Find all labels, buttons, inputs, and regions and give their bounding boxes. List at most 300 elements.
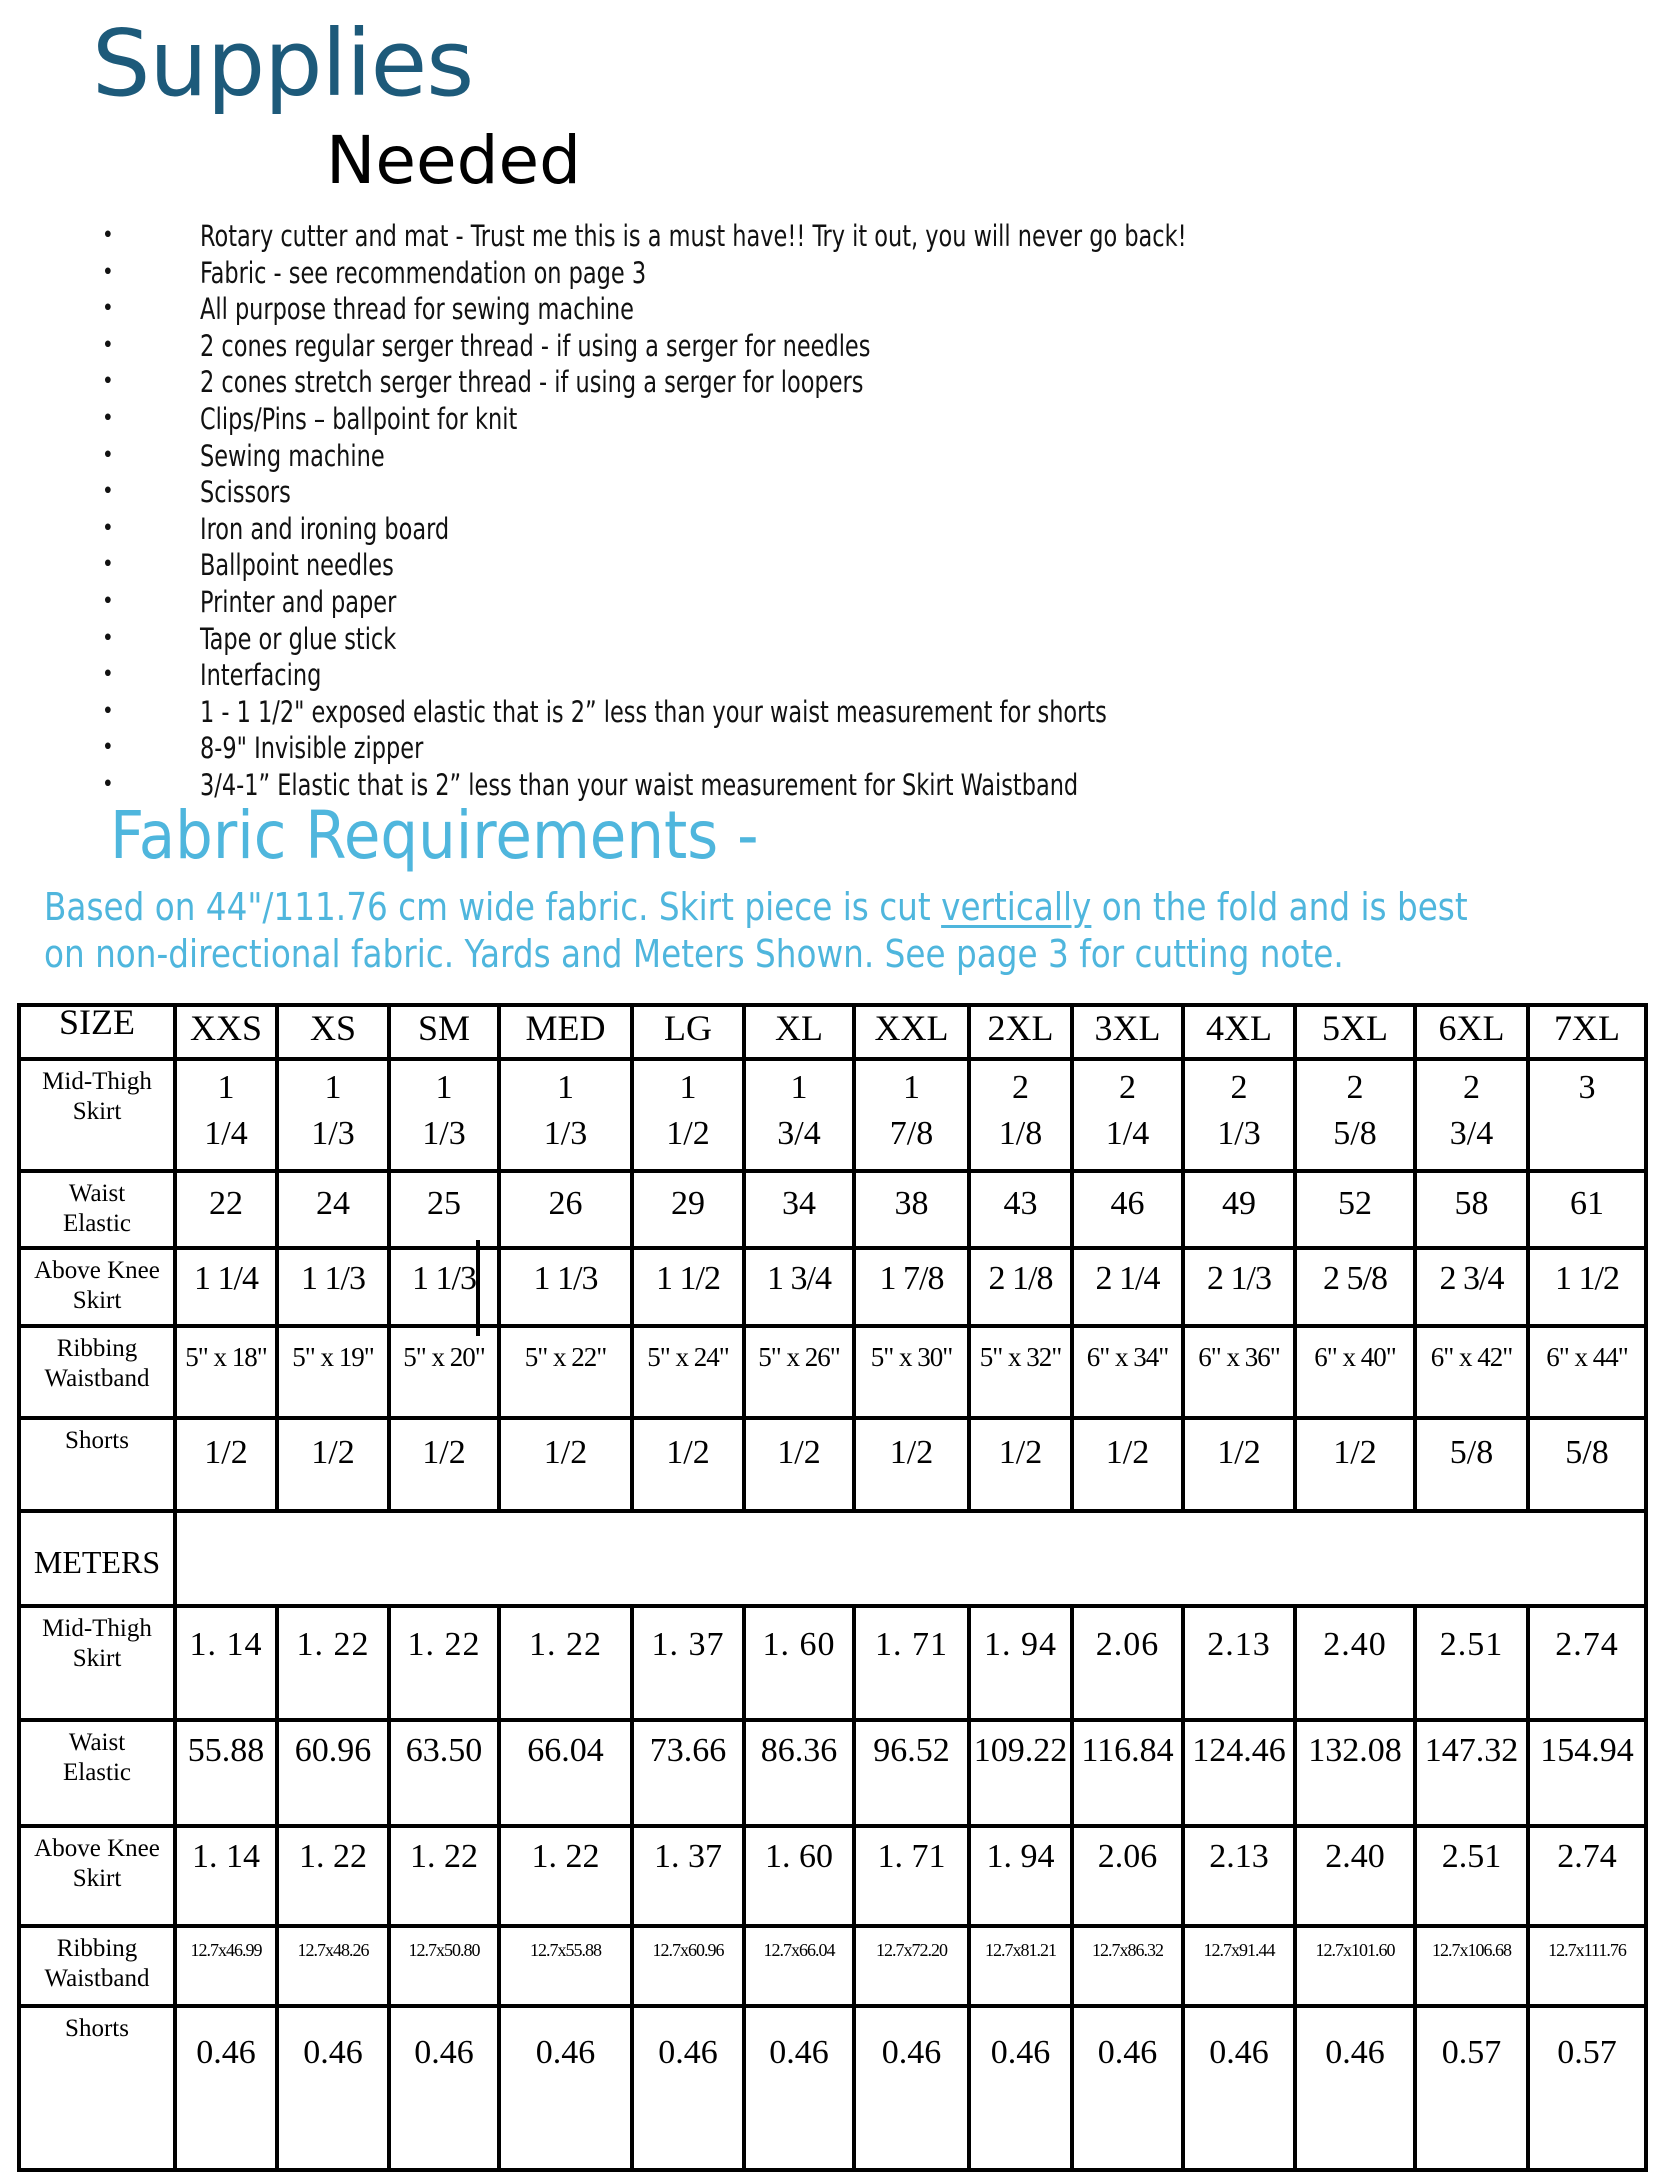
- table-cell-text: 3: [1578, 1069, 1596, 1106]
- fabric-note-line-2: on non-directional fabric. Yards and Meters Shown. See page 3 for cutting note.: [44, 932, 1344, 976]
- table-cell-text: 1: [903, 1069, 920, 1106]
- table-cell: [1415, 1059, 1528, 1171]
- table-cell: [1072, 1826, 1183, 1926]
- meters-label-text: METERS: [33, 1543, 161, 1580]
- table-cell-text: 1. 22: [531, 1838, 600, 1875]
- table-cell-text: 2.06: [1097, 1838, 1158, 1875]
- table-cell-text: 12.7x101.60: [1315, 1940, 1395, 1960]
- table-cell-text: 1. 37: [654, 1838, 722, 1875]
- table-cell: [277, 1059, 389, 1171]
- table-cell: [1415, 1720, 1528, 1826]
- table-cell-text: 1/4: [204, 1115, 248, 1152]
- table-cell: [389, 1248, 499, 1326]
- table-cell-text: 73.66: [649, 1732, 727, 1769]
- table-cell-text: 1/2: [889, 1434, 934, 1471]
- supply-item: [96, 657, 1347, 694]
- size-column-header-text: 3XL: [1094, 1008, 1161, 1048]
- table-stray-line: [476, 1240, 480, 1336]
- table-cell: [1072, 1059, 1183, 1171]
- bullet-icon: •: [102, 662, 114, 688]
- supply-item-text: Ballpoint needles: [200, 548, 394, 583]
- table-cell: [1528, 1720, 1646, 1826]
- row-label: [19, 1926, 175, 2006]
- table-cell: [389, 2006, 499, 2170]
- table-cell-text: 0.46: [881, 2034, 942, 2071]
- table-cell-text: 0.46: [769, 2034, 829, 2071]
- table-cell: [744, 1171, 854, 1248]
- table-cell-text: 12.7x55.88: [530, 1940, 601, 1960]
- bullet-icon: •: [102, 332, 114, 358]
- supply-item-text: 2 cones stretch serger thread - if using a serger for loopers: [200, 365, 864, 400]
- table-cell-text: 7/8: [889, 1115, 934, 1152]
- size-column-header-text: SM: [417, 1008, 471, 1048]
- table-cell: [1183, 1248, 1295, 1326]
- supply-item: [96, 621, 1347, 658]
- table-cell-text: 132.08: [1308, 1732, 1402, 1769]
- table-cell-text: 25: [427, 1185, 461, 1222]
- table-cell: [969, 1606, 1072, 1720]
- table-cell-text: 124.46: [1192, 1732, 1286, 1769]
- supply-item: [96, 584, 1347, 621]
- table-cell: [854, 1418, 969, 1511]
- supply-item-text: Scissors: [200, 475, 291, 510]
- table-cell: [389, 1171, 499, 1248]
- table-cell-text: 1 7/8: [879, 1260, 944, 1297]
- table-cell: [499, 1606, 632, 1720]
- table-cell: [1072, 1171, 1183, 1248]
- table-cell: [854, 1248, 969, 1326]
- table-cell-text: 1. 71: [877, 1838, 946, 1875]
- table-cell: [277, 1926, 389, 2006]
- row-label-text: Elastic: [62, 1210, 132, 1237]
- table-cell-text: 1 1/2: [656, 1260, 720, 1297]
- table-cell: [854, 1606, 969, 1720]
- table-cell-text: 24: [316, 1185, 350, 1222]
- row-label: [19, 1059, 175, 1171]
- table-cell: [1072, 1926, 1183, 2006]
- bullet-icon: •: [102, 223, 114, 248]
- size-column-header-text: XXS: [189, 1008, 263, 1048]
- table-cell-text: 1. 22: [296, 1626, 370, 1663]
- row-label-text: Skirt: [72, 1645, 122, 1672]
- table-cell: [1528, 1248, 1646, 1326]
- supply-item-text: 8-9" Invisible zipper: [200, 731, 424, 766]
- table-cell-text: 1. 14: [192, 1838, 260, 1875]
- row-label: [19, 1248, 175, 1326]
- table-cell: [969, 1826, 1072, 1926]
- table-cell-text: 1: [217, 1069, 235, 1106]
- bullet-icon: •: [102, 588, 114, 614]
- table-cell-text: 0.46: [1325, 2034, 1385, 2071]
- row-label: [19, 1326, 175, 1418]
- table-cell-text: 0.57: [1557, 2034, 1617, 2071]
- size-column-header: [632, 1005, 744, 1059]
- table-cell: [1072, 1606, 1183, 1720]
- table-cell-text: 0.46: [196, 2034, 256, 2071]
- table-cell-text: 66.04: [527, 1732, 604, 1769]
- table-cell-text: 52: [1338, 1185, 1372, 1222]
- bullet-icon: •: [102, 735, 114, 761]
- table-cell: [1415, 1826, 1528, 1926]
- table-cell: [1528, 1171, 1646, 1248]
- table-cell-text: 0.46: [658, 2034, 718, 2071]
- table-cell-text: 5/8: [1333, 1115, 1377, 1152]
- table-cell-text: 38: [894, 1185, 929, 1222]
- table-cell: [499, 1248, 632, 1326]
- table-cell-text: 96.52: [873, 1732, 950, 1769]
- table-cell: [1072, 2006, 1183, 2170]
- table-cell-text: 2.74: [1555, 1626, 1619, 1663]
- table-cell: [632, 1720, 744, 1826]
- supply-item: [96, 291, 1347, 328]
- table-cell: [969, 1059, 1072, 1171]
- yards-mid-thigh-row: [19, 1059, 1646, 1171]
- bullet-icon: •: [102, 771, 114, 797]
- table-cell-text: 2.40: [1323, 1626, 1387, 1663]
- table-cell: [969, 1171, 1072, 1248]
- page-title-needed: Needed: [326, 122, 581, 199]
- size-column-header: [499, 1005, 632, 1059]
- yards-above-knee-row: [19, 1248, 1646, 1326]
- table-cell-text: 2 3/4: [1439, 1260, 1504, 1297]
- table-cell-text: 5" x 20": [403, 1342, 485, 1372]
- supply-item: [96, 328, 1347, 365]
- bullet-icon: •: [102, 552, 114, 578]
- table-cell-text: 2.40: [1325, 1838, 1385, 1875]
- table-cell: [1295, 1171, 1415, 1248]
- table-cell-text: 5/8: [1449, 1434, 1494, 1471]
- size-column-header-text: 7XL: [1554, 1008, 1620, 1048]
- table-cell: [499, 1926, 632, 2006]
- table-cell-text: 5" x 32": [979, 1342, 1062, 1372]
- size-column-header-text: 4XL: [1206, 1008, 1272, 1048]
- table-cell: [1295, 2006, 1415, 2170]
- table-cell-text: 1. 22: [529, 1626, 602, 1663]
- table-cell-text: 1: [435, 1069, 453, 1106]
- table-cell: [389, 1826, 499, 1926]
- table-cell-text: 58: [1454, 1185, 1489, 1222]
- table-cell-text: 12.7x106.68: [1432, 1940, 1511, 1960]
- size-header-text: SIZE: [59, 1005, 135, 1042]
- table-cell-text: 3/4: [1449, 1115, 1494, 1152]
- table-cell-text: 1/8: [998, 1115, 1043, 1152]
- supply-item-text: Clips/Pins – ballpoint for knit: [200, 401, 518, 436]
- table-cell-text: 1 1/3: [533, 1260, 598, 1297]
- table-cell: [969, 1720, 1072, 1826]
- table-cell: [1183, 2006, 1295, 2170]
- meters-label: [19, 1511, 175, 1606]
- supply-item-text: 2 cones regular serger thread - if using a serger for needles: [200, 328, 871, 363]
- row-label: [19, 2006, 175, 2170]
- table-cell-text: 1/3: [1217, 1115, 1261, 1152]
- table-cell: [1528, 1826, 1646, 1926]
- table-cell: [499, 1826, 632, 1926]
- table-cell-text: 1 3/4: [767, 1260, 831, 1297]
- size-column-header: [854, 1005, 969, 1059]
- bullet-icon: •: [102, 698, 114, 724]
- table-cell-text: 1: [324, 1069, 342, 1106]
- table-cell: [1295, 1418, 1415, 1511]
- row-label-text: Waistband: [44, 1365, 150, 1392]
- fabric-note-line-1: [44, 884, 1468, 931]
- table-cell: [969, 2006, 1072, 2170]
- table-cell-text: 1 1/3: [412, 1260, 476, 1297]
- table-cell-text: 5" x 19": [292, 1342, 374, 1372]
- row-label-text: Shorts: [65, 1427, 129, 1454]
- table-cell-text: 1: [557, 1069, 574, 1106]
- size-column-header: [1072, 1005, 1183, 1059]
- table-cell-text: 5/8: [1565, 1434, 1609, 1471]
- table-cell-text: 2: [1119, 1069, 1136, 1106]
- table-cell: [1183, 1826, 1295, 1926]
- table-cell-text: 2 5/8: [1323, 1260, 1387, 1297]
- table-cell-text: 0.57: [1441, 2034, 1502, 2071]
- row-label-text: Waist: [68, 1729, 126, 1756]
- table-cell-text: 1. 14: [189, 1626, 263, 1663]
- table-cell-text: 1 1/2: [1555, 1260, 1619, 1297]
- row-label-text: Mid-Thigh: [42, 1615, 152, 1642]
- table-cell: [632, 1926, 744, 2006]
- table-cell-text: 29: [671, 1185, 705, 1222]
- table-cell-text: 1. 22: [407, 1626, 481, 1663]
- size-header: [19, 1005, 175, 1059]
- table-cell: [389, 1606, 499, 1720]
- supply-item: [96, 218, 1347, 255]
- table-cell-text: 0.46: [990, 2034, 1051, 2071]
- table-cell-text: 1. 37: [651, 1626, 725, 1663]
- table-cell: [632, 1059, 744, 1171]
- table-cell: [1072, 1248, 1183, 1326]
- supply-item-text: Iron and ironing board: [200, 511, 450, 546]
- row-label: [19, 1826, 175, 1926]
- table-cell-text: 1. 22: [410, 1838, 478, 1875]
- row-label: [19, 1720, 175, 1826]
- table-cell: [277, 1720, 389, 1826]
- table-cell-text: 1/2: [998, 1434, 1043, 1471]
- fabric-note-part-1: Based on 44"/111.76 cm wide fabric. Skirt piece is cut: [44, 885, 942, 929]
- table-cell: [1415, 1326, 1528, 1418]
- table-cell-text: 1. 94: [984, 1626, 1057, 1663]
- size-column-header-text: 2XL: [987, 1008, 1054, 1048]
- table-cell: [744, 1720, 854, 1826]
- table-cell: [1528, 1418, 1646, 1511]
- supply-item: [96, 438, 1347, 475]
- table-cell-text: 2.06: [1095, 1626, 1160, 1663]
- size-column-header: [969, 1005, 1072, 1059]
- table-cell-text: 1: [790, 1069, 808, 1106]
- yards-ribbing-row: [19, 1326, 1646, 1418]
- fabric-note-part-2: on the fold and is best: [1091, 885, 1468, 929]
- table-cell: [854, 1826, 969, 1926]
- table-cell: [175, 2006, 277, 2170]
- table-cell: [744, 1926, 854, 2006]
- table-cell: [277, 1606, 389, 1720]
- table-cell-text: 22: [209, 1185, 243, 1222]
- table-cell: [175, 1926, 277, 2006]
- supply-item-text: All purpose thread for sewing machine: [200, 292, 634, 327]
- meters-spacer-cell: [175, 1511, 1646, 1606]
- table-cell-text: 5" x 26": [758, 1342, 840, 1372]
- table-cell: [499, 1720, 632, 1826]
- table-cell: [277, 1418, 389, 1511]
- table-cell: [632, 1826, 744, 1926]
- table-cell-text: 2.51: [1441, 1838, 1502, 1875]
- table-cell: [854, 1720, 969, 1826]
- table-cell-text: 2 1/3: [1207, 1260, 1271, 1297]
- table-cell-text: 61: [1570, 1185, 1604, 1222]
- table-cell: [1183, 1326, 1295, 1418]
- table-cell: [1415, 2006, 1528, 2170]
- table-cell-text: 1/3: [543, 1115, 588, 1152]
- row-label-text: Waistband: [44, 1965, 150, 1992]
- table-cell: [744, 1248, 854, 1326]
- table-cell-text: 49: [1222, 1185, 1256, 1222]
- table-cell-text: 60.96: [294, 1732, 372, 1769]
- table-cell-text: 1 1/4: [194, 1260, 258, 1297]
- table-cell: [744, 1059, 854, 1171]
- table-cell-text: 1. 94: [986, 1838, 1055, 1875]
- row-label-text: Above Knee: [34, 1257, 160, 1284]
- table-cell: [175, 1248, 277, 1326]
- table-cell-text: 1/2: [543, 1434, 588, 1471]
- table-cell: [1295, 1059, 1415, 1171]
- table-cell: [499, 1059, 632, 1171]
- row-label-text: Mid-Thigh: [42, 1068, 152, 1095]
- table-cell: [632, 1248, 744, 1326]
- fabric-requirements-note: [44, 884, 1468, 978]
- bullet-icon: •: [102, 479, 114, 505]
- table-cell-text: 86.36: [760, 1732, 838, 1769]
- table-cell-text: 154.94: [1540, 1732, 1634, 1769]
- table-cell: [969, 1248, 1072, 1326]
- bullet-icon: •: [102, 296, 114, 322]
- table-cell: [277, 2006, 389, 2170]
- table-cell-text: 2.51: [1439, 1626, 1504, 1663]
- table-cell-text: 12.7x66.04: [763, 1940, 835, 1960]
- table-cell-text: 1/2: [1333, 1434, 1377, 1471]
- table-cell-text: 2.13: [1207, 1626, 1271, 1663]
- table-cell: [175, 1326, 277, 1418]
- table-cell-text: 5" x 30": [870, 1342, 953, 1372]
- size-column-header: [1295, 1005, 1415, 1059]
- table-cell-text: 55.88: [187, 1732, 265, 1769]
- table-cell-text: 1/3: [311, 1115, 355, 1152]
- table-cell: [1183, 1606, 1295, 1720]
- table-cell: [632, 1171, 744, 1248]
- table-cell: [1072, 1418, 1183, 1511]
- table-cell: [1415, 1171, 1528, 1248]
- table-cell-text: 5" x 18": [185, 1342, 267, 1372]
- table-cell-text: 109.22: [973, 1732, 1068, 1769]
- supply-item-text: Sewing machine: [200, 438, 385, 473]
- table-cell: [175, 1418, 277, 1511]
- table-cell: [1183, 1418, 1295, 1511]
- table-cell-text: 12.7x91.44: [1203, 1940, 1275, 1960]
- table-cell-text: 1/2: [311, 1434, 355, 1471]
- size-column-header: [1415, 1005, 1528, 1059]
- table-cell-text: 6" x 44": [1546, 1342, 1628, 1372]
- table-cell: [1415, 1606, 1528, 1720]
- meters-section-row: [19, 1511, 1646, 1606]
- size-column-header-text: 5XL: [1322, 1008, 1388, 1048]
- page-title-supplies: Supplies: [92, 10, 474, 117]
- supply-item: [96, 694, 1347, 731]
- row-label-text: Waist: [68, 1180, 126, 1207]
- size-column-header: [389, 1005, 499, 1059]
- supply-item: [96, 511, 1347, 548]
- table-cell-text: 1: [679, 1069, 697, 1106]
- table-cell: [744, 1606, 854, 1720]
- table-cell-text: 1. 60: [765, 1838, 833, 1875]
- table-cell-text: 2.13: [1209, 1838, 1269, 1875]
- table-cell: [175, 1826, 277, 1926]
- table-cell-text: 1/4: [1105, 1115, 1150, 1152]
- table-cell: [1528, 1326, 1646, 1418]
- supply-item: [96, 547, 1347, 584]
- table-cell-text: 0.46: [1097, 2034, 1158, 2071]
- table-cell: [499, 1418, 632, 1511]
- table-cell-text: 1/2: [666, 1115, 710, 1152]
- size-column-header: [175, 1005, 277, 1059]
- table-cell-text: 1. 22: [299, 1838, 367, 1875]
- meters-mid-thigh-row: [19, 1606, 1646, 1720]
- table-cell: [1528, 1926, 1646, 2006]
- table-cell-text: 63.50: [405, 1732, 483, 1769]
- table-cell: [389, 1720, 499, 1826]
- table-cell-text: 12.7x60.96: [652, 1940, 724, 1960]
- table-cell: [632, 1326, 744, 1418]
- table-cell: [389, 1418, 499, 1511]
- table-cell: [1295, 1926, 1415, 2006]
- table-cell-text: 2 1/4: [1095, 1260, 1160, 1297]
- supply-item: [96, 730, 1347, 767]
- row-label-text: Skirt: [72, 1865, 122, 1892]
- yards-shorts-row: [19, 1418, 1646, 1511]
- size-column-header: [744, 1005, 854, 1059]
- supply-item: [96, 474, 1347, 511]
- table-cell-text: 12.7x48.26: [297, 1940, 369, 1960]
- table-cell-text: 0.46: [414, 2034, 474, 2071]
- row-label: [19, 1418, 175, 1511]
- table-cell: [389, 1926, 499, 2006]
- size-column-header-text: XXL: [874, 1008, 949, 1048]
- table-cell-text: 1 1/3: [301, 1260, 365, 1297]
- table-cell-text: 1. 71: [875, 1626, 948, 1663]
- supply-item-text: 3/4-1” Elastic that is 2” less than your waist measurement for Skirt Waistband: [200, 767, 1079, 802]
- bullet-icon: •: [102, 405, 114, 431]
- table-cell: [499, 1326, 632, 1418]
- table-cell: [1072, 1326, 1183, 1418]
- table-cell-text: 6" x 36": [1198, 1342, 1280, 1372]
- table-cell: [1528, 1059, 1646, 1171]
- table-cell: [277, 1248, 389, 1326]
- fabric-note-underlined: vertically: [941, 885, 1092, 929]
- table-cell: [1183, 1059, 1295, 1171]
- table-cell-text: 1/2: [1105, 1434, 1150, 1471]
- supply-item: [96, 401, 1347, 438]
- table-cell-text: 12.7x81.21: [985, 1940, 1056, 1960]
- row-label-text: Shorts: [65, 2015, 129, 2042]
- supply-item-text: Printer and paper: [200, 584, 397, 619]
- row-label-text: Above Knee: [34, 1835, 160, 1862]
- meters-ribbing-row: [19, 1926, 1646, 2006]
- table-cell-text: 12.7x46.99: [190, 1940, 262, 1960]
- table-cell: [854, 1171, 969, 1248]
- table-cell-text: 1/2: [204, 1434, 248, 1471]
- table-cell: [1415, 1926, 1528, 2006]
- table-cell-text: 6" x 42": [1430, 1342, 1513, 1372]
- table-cell: [632, 1606, 744, 1720]
